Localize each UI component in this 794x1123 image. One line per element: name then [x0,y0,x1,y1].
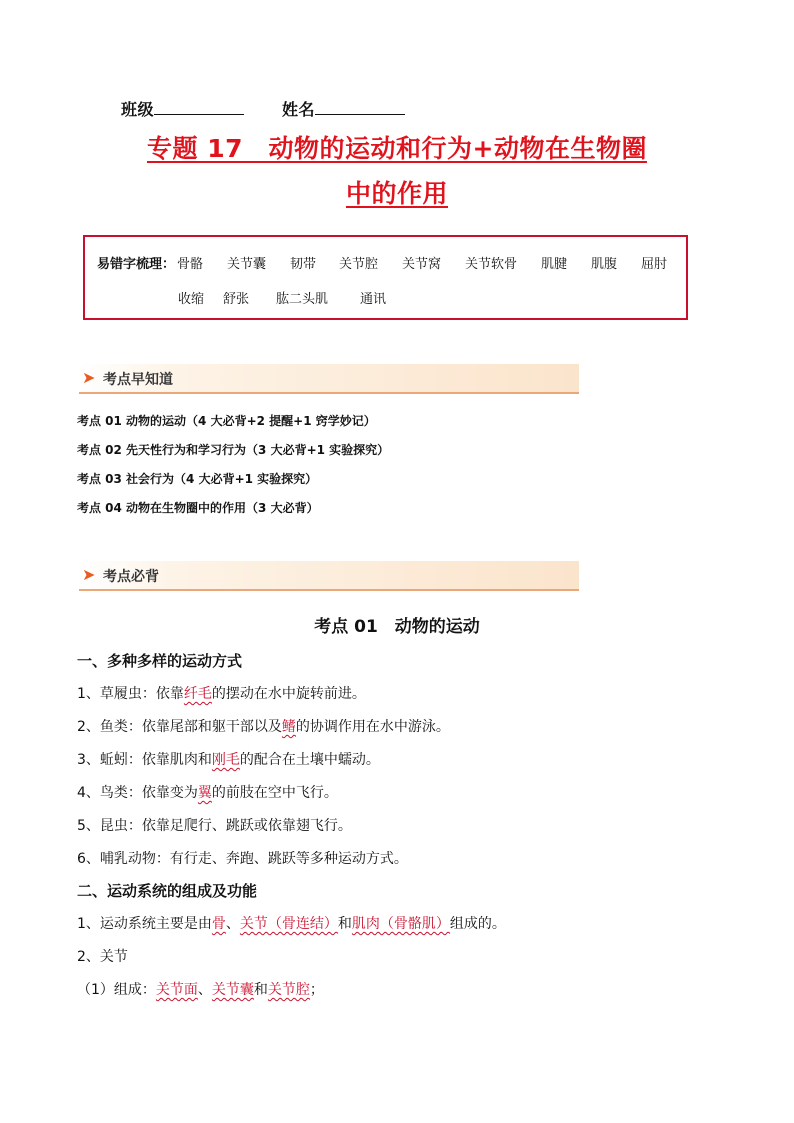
error-box-label: 易错字梳理： [97,257,176,272]
text: （1）组成： [77,982,156,998]
error-prone-words-box [83,235,688,320]
key-term: 纤毛 [183,686,212,702]
class-label: 班级 [121,100,155,119]
error-term: 关节腔 [339,257,379,272]
section-header-must-memorize [79,561,579,591]
error-term: 肌腹 [591,257,618,272]
name-label: 姓名 [282,100,316,119]
class-name-line [121,97,405,120]
arrow-icon: ➤ [82,565,96,584]
section-title: 考点早知道 [103,372,173,388]
text: 1、运动系统主要是由 [77,916,212,932]
overview-item: 考点 02 先天性行为和学习行为（3 大必背+1 实验探究） [77,443,390,457]
text: 组成的。 [449,916,506,932]
text: 的摆动在水中旋转前进。 [211,686,366,702]
page-title-line1: 专题 17 动物的运动和行为+动物在生物圈 [147,134,647,163]
section-title: 考点必背 [103,569,159,585]
text: 4、鸟类：依靠变为 [77,785,198,801]
error-term: 关节软骨 [465,257,518,272]
text: 3、蚯蚓：依靠肌肉和 [77,752,212,768]
key-term: 关节（骨连结） [239,916,338,932]
paragraph-item-2 [77,716,450,736]
paragraph-item-4 [77,782,338,802]
key-term: 关节面 [155,982,198,998]
key-term: 翼 [197,785,212,801]
key-term: 关节囊 [211,982,254,998]
key-term: 肌肉（骨骼肌） [351,916,450,932]
arrow-icon: ➤ [82,368,96,387]
class-blank[interactable] [154,100,244,115]
paragraph-item-5: 5、昆虫：依靠足爬行、跳跃或依靠翅飞行。 [77,818,352,834]
error-term: 韧带 [290,257,317,272]
key-term: 鳍 [281,719,296,735]
error-term: 舒张 [223,292,250,307]
paragraph-item-3 [77,749,380,769]
overview-item: 考点 03 社会行为（4 大必背+1 实验探究） [77,472,318,486]
text: ； [309,982,324,998]
text: 的前肢在空中飞行。 [211,785,338,801]
overview-item: 考点 04 动物在生物圈中的作用（3 大必背） [77,501,319,515]
paragraph-item-6: 6、哺乳动物：有行走、奔跑、跳跃等多种运动方式。 [77,851,408,867]
text: 2、鱼类：依靠尾部和躯干部以及 [77,719,282,735]
error-term: 关节窝 [402,257,442,272]
text: 1、草履虫：依靠 [77,686,184,702]
text: 和 [337,916,352,932]
error-term: 通讯 [360,292,387,307]
subheading-motor-system: 二、运动系统的组成及功能 [77,882,258,900]
subheading-movement-types: 一、多种多样的运动方式 [77,652,243,670]
paragraph-system-2: 2、关节 [77,949,128,965]
page-title-line2: 中的作用 [345,179,448,208]
section-header-overview [79,364,579,394]
text: 的配合在土壤中蠕动。 [239,752,380,768]
point-heading: 考点 01 动物的运动 [314,617,480,637]
text: 、 [225,916,240,932]
paragraph-item-1 [77,683,366,703]
error-term: 肱二头肌 [276,292,329,307]
error-term: 收缩 [178,292,205,307]
overview-item: 考点 01 动物的运动（4 大必背+2 提醒+1 窍学妙记） [77,414,376,428]
text: 、 [197,982,212,998]
text: 和 [253,982,268,998]
error-term: 肌腱 [541,257,568,272]
name-blank[interactable] [315,100,405,115]
key-term: 关节腔 [267,982,310,998]
key-term: 骨 [211,916,226,932]
paragraph-system-1 [77,913,506,933]
key-term: 刚毛 [211,752,240,768]
error-term: 屈肘 [641,257,668,272]
paragraph-system-3 [77,979,324,999]
text: 的协调作用在水中游泳。 [295,719,450,735]
error-term: 关节囊 [227,257,267,272]
error-term: 骨骼 [177,257,204,272]
